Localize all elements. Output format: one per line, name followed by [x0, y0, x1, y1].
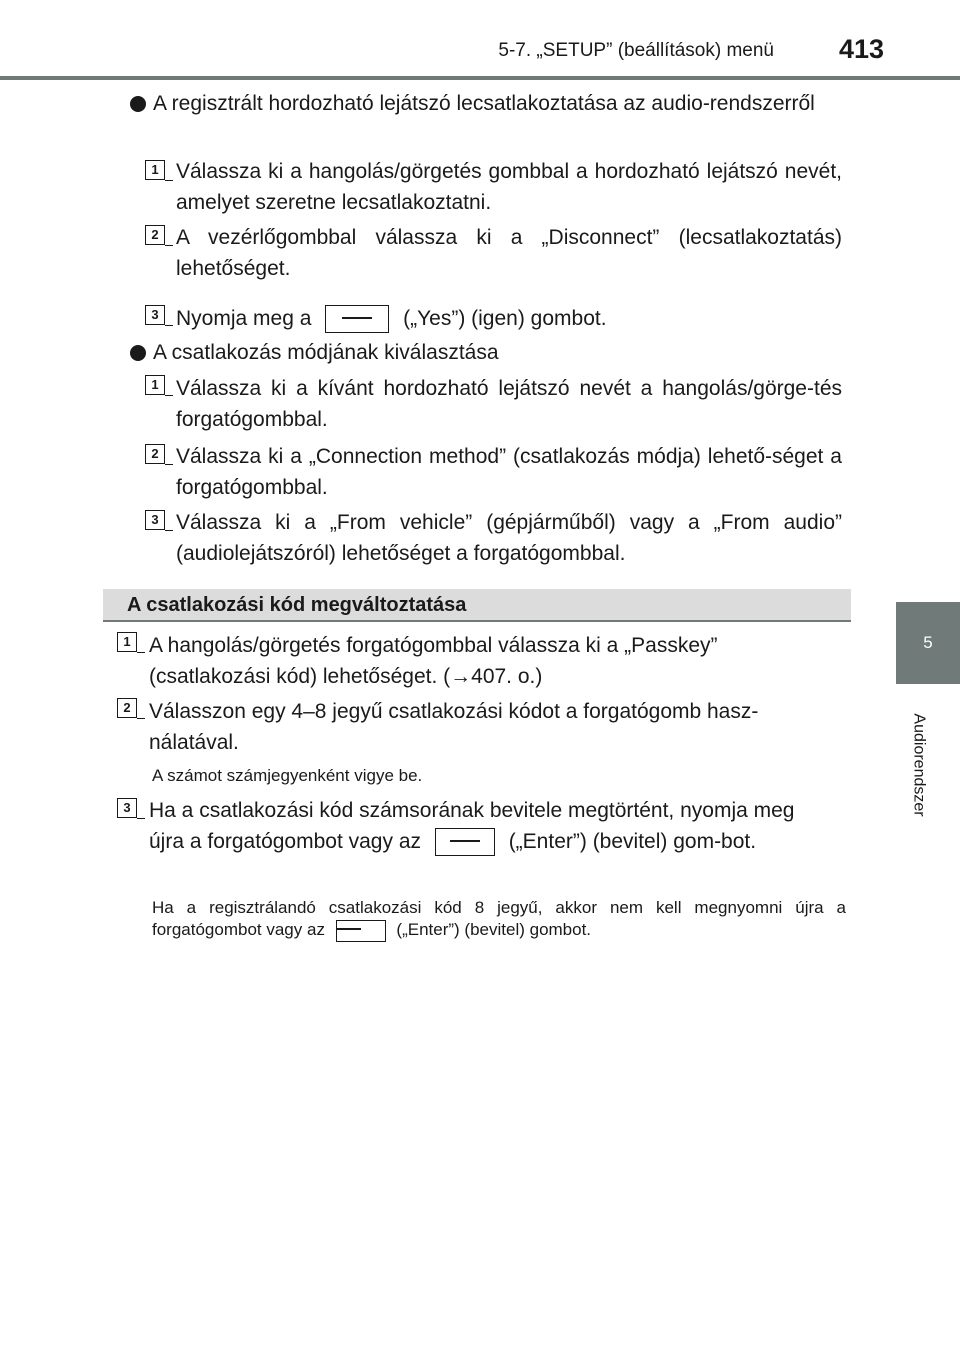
header-rule: [0, 76, 960, 80]
step-number-box: 2: [145, 225, 165, 245]
step-text-after: („Enter”) (bevitel) gom-bot.: [508, 830, 757, 853]
step-text: A vezérlőgombbal válassza ki a „Disconnect” (lecsatlakoztatás) lehetőséget.: [176, 226, 842, 280]
page-number: 413: [838, 34, 884, 64]
step-line: [165, 180, 173, 181]
step-note-with-button: [152, 897, 846, 942]
step-text: Válassza ki a hangolás/görgetés gombbal a hordozható lejátszó nevét, amelyet szeretne lecsatlakoztatni.: [176, 160, 842, 214]
step-text: Válassza ki a kívánt hordozható lejátszó nevét a hangolás/görge-tés forgatógombbal.: [176, 377, 842, 431]
bullet-heading-connection-method: A csatlakozás módjának kiválasztása: [153, 341, 499, 364]
step-number-box: 3: [117, 798, 137, 818]
step-line: [165, 325, 173, 326]
step-text-with-button: [149, 795, 829, 857]
step-text-before: Ha a csatlakozási kód számsorának bevitele megtörtént, nyomja meg újra a forgatógombot vagy az: [149, 799, 795, 853]
chapter-side-label: [895, 690, 943, 840]
yes-button-icon: [325, 305, 389, 333]
step-number-box: 1: [145, 160, 165, 180]
step-text-before: Nyomja meg a: [176, 307, 312, 330]
bullet-dot: [130, 345, 146, 361]
step-line: [137, 652, 145, 653]
enter-button-icon: [435, 828, 495, 856]
step-number-box: 3: [145, 305, 165, 325]
step-line: [165, 464, 173, 465]
chapter-label: Audiorendszer: [911, 713, 929, 817]
running-header-title: 5-7. „SETUP” (beállítások) menü: [498, 40, 774, 61]
step-line: [137, 818, 145, 819]
step-text: Válassza ki a „Connection method” (csatlakozás módja) lehető-séget a forgatógombbal.: [176, 445, 842, 499]
step-number-box: 2: [117, 698, 137, 718]
enter-button-icon: [336, 920, 386, 942]
step-line: [165, 245, 173, 246]
step-text: Válasszon egy 4–8 jegyű csatlakozási kódot a forgatógomb hasz-nálatával.: [149, 700, 759, 754]
bullet-dot: [130, 96, 146, 112]
note-text-before: Ha a regisztrálandó csatlakozási kód 8 jegyű, akkor nem kell megnyomni újra a forgatógombot vagy az: [152, 898, 846, 939]
section-title: A csatlakozási kód megváltoztatása: [127, 594, 467, 616]
step-note: A számot számjegyenként vigye be.: [152, 766, 423, 785]
step-text: A hangolás/görgetés forgatógombbal válassza ki a „Passkey” (csatlakozási kód) lehetőséget. (→407. o.): [149, 634, 718, 688]
step-number-box: 1: [117, 632, 137, 652]
section-title-bar: [103, 589, 851, 622]
step-line: [165, 530, 173, 531]
step-text: Válassza ki a „From vehicle” (gépjárműből) vagy a „From audio” (audiolejátszóról) lehetőséget a forgatógombbal.: [176, 511, 842, 565]
note-text-after: („Enter”) (bevitel) gombot.: [396, 920, 592, 939]
chapter-tab: [896, 602, 960, 684]
step-line: [137, 718, 145, 719]
step-line: [165, 395, 173, 396]
step-number-box: 2: [145, 444, 165, 464]
step-text-after: („Yes”) (igen) gombot.: [403, 307, 607, 330]
chapter-number: 5: [923, 633, 933, 652]
step-number-box: 3: [145, 510, 165, 530]
step-text-with-button: [176, 303, 842, 334]
bullet-heading-disconnect: A regisztrált hordozható lejátszó lecsatlakoztatása az audio-rendszerről: [153, 92, 815, 115]
step-number-box: 1: [145, 375, 165, 395]
